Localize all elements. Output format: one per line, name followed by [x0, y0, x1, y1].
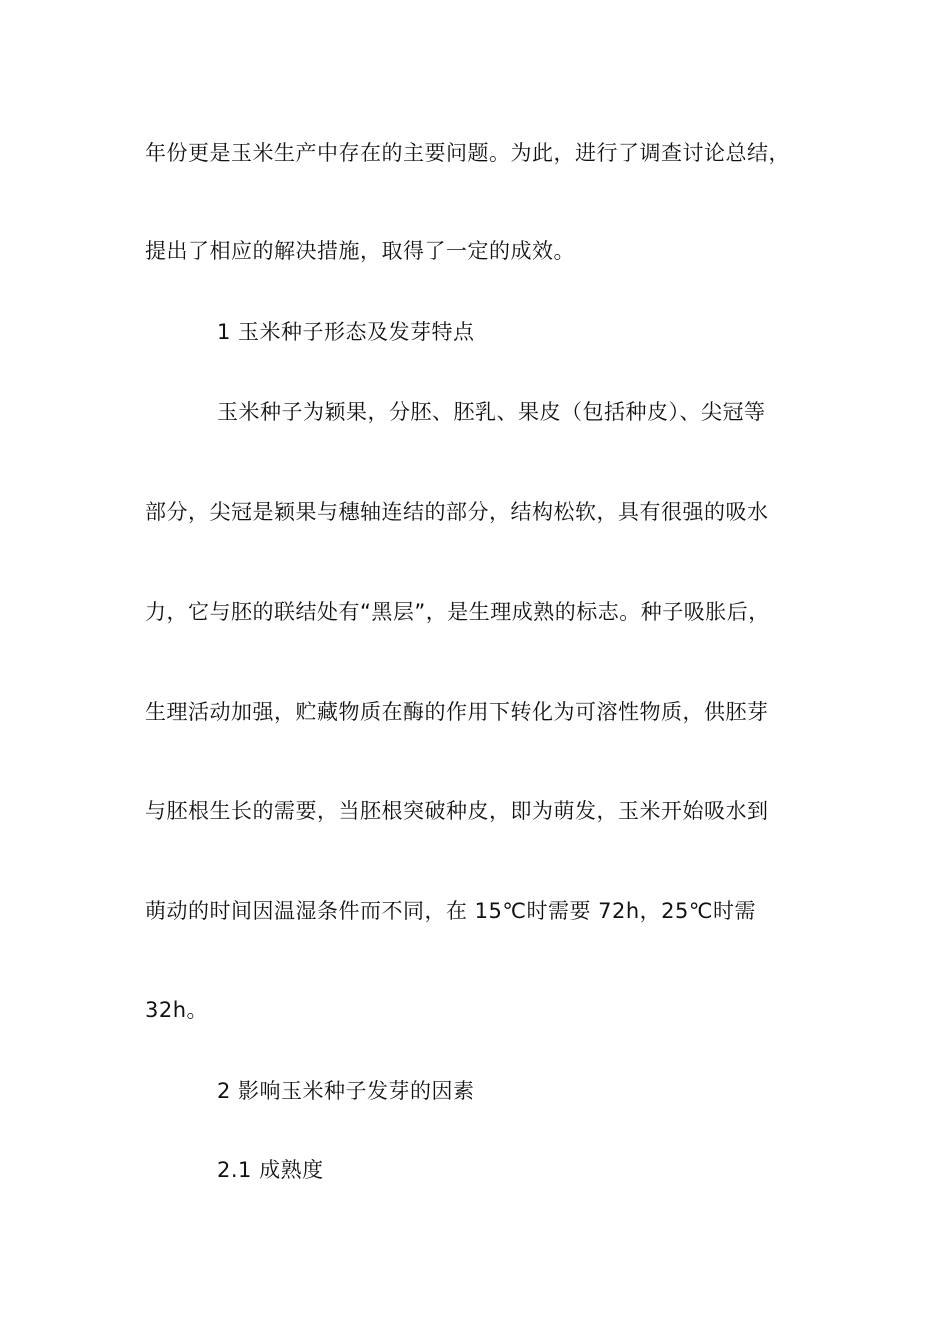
paragraph-line: 部分，尖冠是颖果与穗轴连结的部分，结构松软，具有很强的吸水 [145, 500, 769, 524]
subsection-heading-2-1: 2.1 成熟度 [217, 1158, 324, 1182]
paragraph-line: 生理活动加强，贮藏物质在酶的作用下转化为可溶性物质，供胚芽 [145, 700, 769, 724]
paragraph-line: 玉米种子为颖果，分胚、胚乳、果皮（包括种皮）、尖冠等 [217, 400, 766, 424]
paragraph-line: 提出了相应的解决措施，取得了一定的成效。 [145, 239, 575, 263]
paragraph-line: 与胚根生长的需要，当胚根突破种皮，即为萌发，玉米开始吸水到 [145, 799, 769, 823]
section-heading-2: 2 影响玉米种子发芽的因素 [217, 1079, 475, 1103]
section-heading-1: 1 玉米种子形态及发芽特点 [217, 320, 475, 344]
paragraph-line: 力，它与胚的联结处有“黑层”，是生理成熟的标志。种子吸胀后， [145, 600, 770, 624]
paragraph-line: 32h。 [145, 998, 209, 1022]
paragraph-line: 年份更是玉米生产中存在的主要问题。为此，进行了调查讨论总结， [145, 141, 790, 165]
paragraph-line: 萌动的时间因温湿条件而不同，在 15℃时需要 72h，25℃时需 [145, 899, 756, 923]
